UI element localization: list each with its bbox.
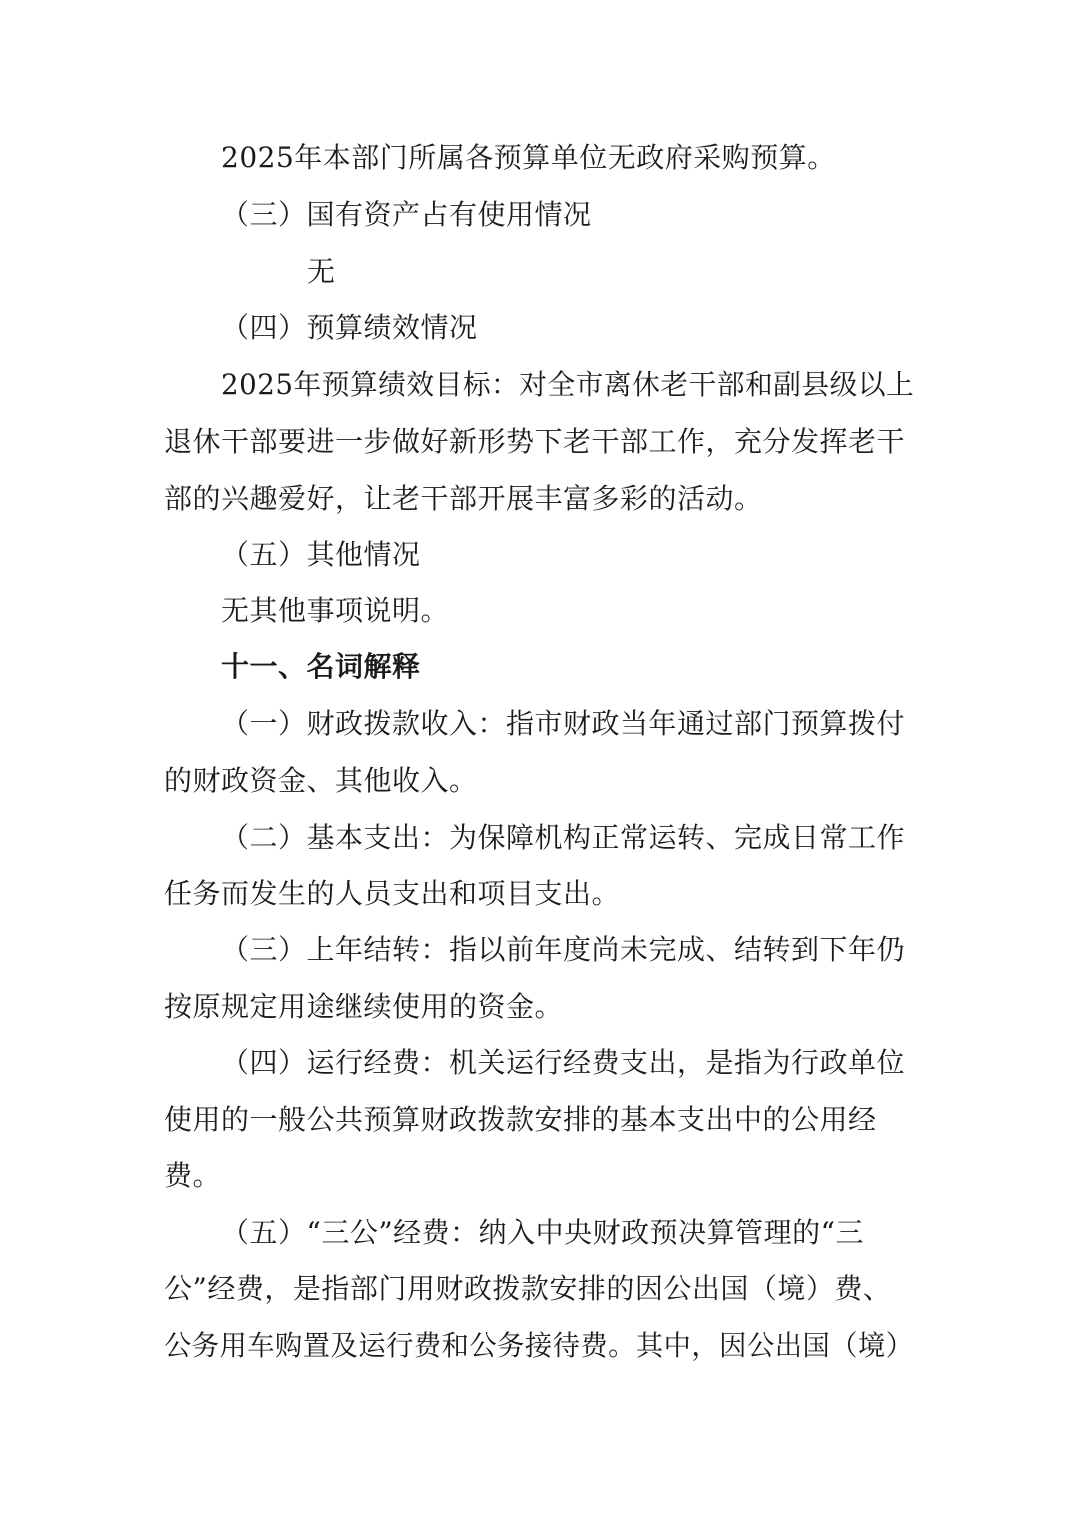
text-line: 无其他事项说明。 [221,594,450,627]
text-line: 使用的一般公共预算财政拨款安排的基本支出中的公用经 [164,1103,877,1136]
text-line: 公务用车购置及运行费和公务接待费。其中，因公出国（境） [164,1329,914,1362]
chapter-heading: 十一、名词解释 [221,650,421,683]
text-line: （五）“三公”经费：纳入中央财政预决算管理的“三 [221,1216,864,1249]
text-line: 无 [307,255,336,288]
text-line: 按原规定用途继续使用的资金。 [164,990,564,1023]
text-line: 的财政资金、其他收入。 [164,764,478,797]
text-line: 2025年预算绩效目标：对全市离休老干部和副县级以上 [221,368,915,401]
text-line: （二）基本支出：为保障机构正常运转、完成日常工作 [221,821,906,854]
text-line: 退休干部要进一步做好新形势下老干部工作，充分发挥老干 [164,425,906,458]
text-line: 部的兴趣爱好，让老干部开展丰富多彩的活动。 [164,482,763,515]
text-line: 2025年本部门所属各预算单位无政府采购预算。 [221,141,836,174]
text-line: （三）上年结转：指以前年度尚未完成、结转到下年仍 [221,933,906,966]
text-line: 任务而发生的人员支出和项目支出。 [164,877,621,910]
section-heading: （三）国有资产占有使用情况 [221,198,592,231]
section-heading: （五）其他情况 [221,538,421,571]
text-line: （四）运行经费：机关运行经费支出，是指为行政单位 [221,1046,906,1079]
text-line: 公”经费，是指部门用财政拨款安排的因公出国（境）费、 [164,1272,892,1305]
section-heading: （四）预算绩效情况 [221,311,478,344]
text-line: （一）财政拨款收入：指市财政当年通过部门预算拨付 [221,707,906,740]
text-line: 费。 [164,1159,222,1192]
